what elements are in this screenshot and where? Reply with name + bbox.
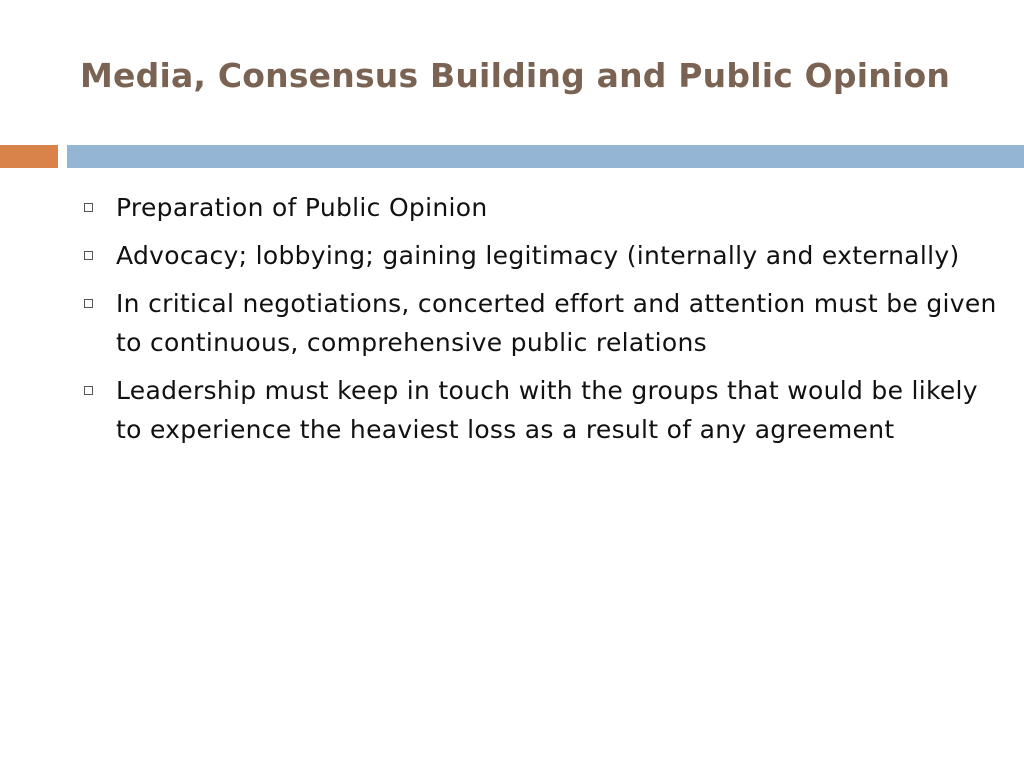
bullet-item bbox=[80, 236, 1010, 275]
square-bullet-icon bbox=[84, 251, 93, 260]
bullet-text: In critical negotiations, concerted effort and attention must be given to continuous, comprehensive public relations bbox=[116, 289, 997, 357]
bullet-text: Advocacy; lobbying; gaining legitimacy (internally and externally) bbox=[116, 241, 960, 270]
square-bullet-icon bbox=[84, 203, 93, 212]
slide-title: Media, Consensus Building and Public Opinion bbox=[80, 56, 951, 95]
bullet-list bbox=[80, 188, 1010, 458]
bullet-item bbox=[80, 284, 1010, 362]
square-bullet-icon bbox=[84, 386, 93, 395]
accent-bar bbox=[0, 145, 58, 168]
bullet-text: Preparation of Public Opinion bbox=[116, 193, 488, 222]
bullet-item bbox=[80, 371, 1010, 449]
bullet-item bbox=[80, 188, 1010, 227]
title-rule-bar bbox=[67, 145, 1024, 168]
bullet-text: Leadership must keep in touch with the groups that would be likely to experience the heaviest loss as a result of any agreement bbox=[116, 376, 978, 444]
square-bullet-icon bbox=[84, 299, 93, 308]
